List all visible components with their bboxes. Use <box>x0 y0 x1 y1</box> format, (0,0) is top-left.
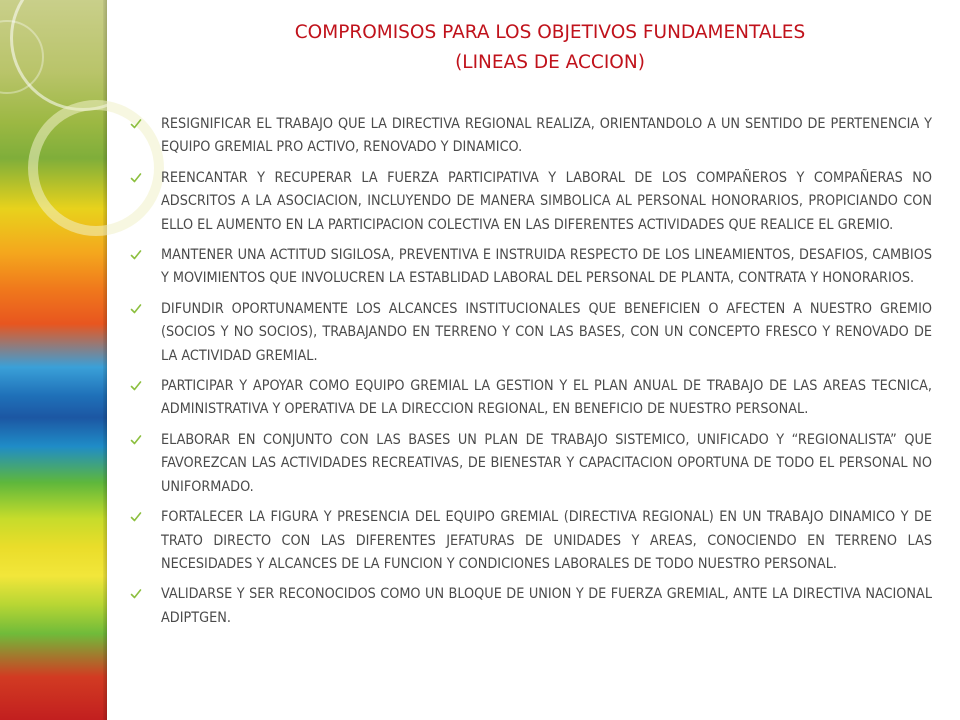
list-item <box>130 167 932 237</box>
list-item <box>130 244 932 291</box>
checkmark-icon <box>130 511 142 523</box>
list-item <box>130 429 932 499</box>
checkmark-icon <box>130 172 142 184</box>
checkmark-icon <box>130 434 142 446</box>
list-item <box>130 583 932 630</box>
list-item <box>130 298 932 368</box>
action-lines-list-container <box>130 113 932 637</box>
checkmark-icon <box>130 118 142 130</box>
checkmark-icon <box>130 249 142 261</box>
list-item <box>130 506 932 576</box>
list-item-text: ELABORAR EN CONJUNTO CON LAS BASES UN PLAN DE TRABAJO SISTEMICO, UNIFICADO Y “REGIONALISTA” QUE FAVOREZCAN LAS ACTIVIDADES RECREATIVAS, DE BIENESTAR Y CAPACITACION OPORTUNA DE TODO EL PERSONAL NO UNIFORMADO. <box>161 431 932 495</box>
list-item-text: RESIGNIFICAR EL TRABAJO QUE LA DIRECTIVA REGIONAL REALIZA, ORIENTANDOLO A UN SENTIDO DE PERTENENCIA Y EQUIPO GREMIAL PRO ACTIVO, RENOVADO Y DINAMICO. <box>161 116 932 156</box>
checkmark-icon <box>130 303 142 315</box>
action-lines-list <box>130 113 932 630</box>
list-item-text: VALIDARSE Y SER RECONOCIDOS COMO UN BLOQUE DE UNION Y DE FUERZA GREMIAL, ANTE LA DIRECTIVA NACIONAL ADIPTGEN. <box>161 586 932 626</box>
checkmark-icon <box>130 588 142 600</box>
list-item-text: DIFUNDIR OPORTUNAMENTE LOS ALCANCES INSTITUCIONALES QUE BENEFICIEN O AFECTEN A NUESTRO GREMIO (SOCIOS Y NO SOCIOS), TRABAJANDO EN TERRENO Y CON LAS BASES, CON UN CONCEPTO FRESCO Y RENOVADO DE LA ACTIVIDAD GREMIAL. <box>161 300 932 364</box>
list-item-text: PARTICIPAR Y APOYAR COMO EQUIPO GREMIAL LA GESTION Y EL PLAN ANUAL DE TRABAJO DE LAS AREAS TECNICA, ADMINISTRATIVA Y OPERATIVA DE LA DIRECCION REGIONAL, EN BENEFICIO DE NUESTRO PERSONAL. <box>161 378 932 418</box>
slide-title <box>200 18 900 78</box>
title-line-2: (LINEAS DE ACCION) <box>455 52 645 73</box>
list-item-text: FORTALECER LA FIGURA Y PRESENCIA DEL EQUIPO GREMIAL (DIRECTIVA REGIONAL) EN UN TRABAJO DINAMICO Y DE TRATO DIRECTO CON LAS DIFERENTES JEFATURAS DE UNIDADES Y AREAS, CONOCIENDO EN TERRENO LAS NECESIDADES Y ALCANCES DE LA FUNCION Y CONDICIONES LABORALES DE TODO NUESTRO PERSONAL. <box>161 509 932 572</box>
list-item-text: REENCANTAR Y RECUPERAR LA FUERZA PARTICIPATIVA Y LABORAL DE LOS COMPAÑEROS Y COMPAÑERAS NO ADSCRITOS A LA ASOCIACION, INCLUYENDO DE MANERA SIMBOLICA AL PERSONAL HONORARIOS, PROPICIANDO CON ELLO EL AUMENTO EN LA PARTICIPACION COLECTIVA EN LAS DIFERENTES ACTIVIDADES QUE REALICE EL GREMIO. <box>161 169 932 233</box>
title-line-1: COMPROMISOS PARA LOS OBJETIVOS FUNDAMENTALES <box>294 22 806 43</box>
list-item-text: MANTENER UNA ACTITUD SIGILOSA, PREVENTIVA E INSTRUIDA RESPECTO DE LOS LINEAMIENTOS, DESAFIOS, CAMBIOS Y MOVIMIENTOS QUE INVOLUCREN LA ESTABLIDAD LABORAL DEL PERSONAL DE PLANTA, CONTRATA Y HONORARIOS. <box>161 247 932 287</box>
list-item <box>130 113 932 160</box>
checkmark-icon <box>130 380 142 392</box>
list-item <box>130 375 932 422</box>
